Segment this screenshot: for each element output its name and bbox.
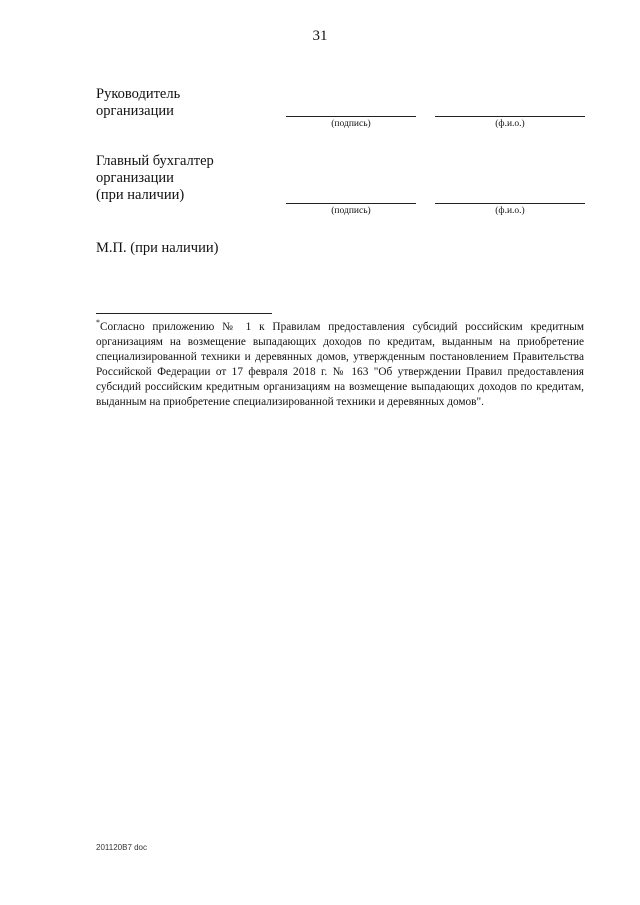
head-signature-line xyxy=(286,116,416,117)
file-code: 201120В7 doc xyxy=(96,843,148,852)
head-name-caption: (ф.и.о.) xyxy=(495,119,525,129)
head-label-line-2: организации xyxy=(96,103,174,119)
accountant-label-line-1: Главный бухгалтер xyxy=(96,153,214,169)
footnote-mark: * xyxy=(96,318,100,328)
accountant-label-line-2: организации xyxy=(96,170,174,186)
footnote-text: Согласно приложению № 1 к Правилам предоставления субсидий российским кредитным организациям на возмещение выпадающих доходов по кредитам, выданным на приобретение специализированной техники и деревянных домов, утвержденным постановлением Правительства Российской Федерации от 17 февраля 2018 г. № 163 "Об утверждении Правил предоставления субсидий российским кредитным организациям на возмещение выпадающих доходов по кредитам, выданным на приобретение специализированной техники и деревянных домов". xyxy=(96,321,584,408)
footnote xyxy=(96,320,584,410)
accountant-signature-line xyxy=(286,203,416,204)
stamp-place-label: М.П. (при наличии) xyxy=(96,240,219,256)
accountant-name-line xyxy=(435,203,585,204)
head-label-line-1: Руководитель xyxy=(96,86,181,102)
head-signature-caption: (подпись) xyxy=(331,119,371,129)
accountant-name-caption: (ф.и.о.) xyxy=(495,206,525,216)
accountant-label-line-3: (при наличии) xyxy=(96,187,185,203)
page-number: 31 xyxy=(312,28,328,44)
head-name-line xyxy=(435,116,585,117)
footnote-separator xyxy=(96,313,272,314)
accountant-signature-caption: (подпись) xyxy=(331,206,371,216)
